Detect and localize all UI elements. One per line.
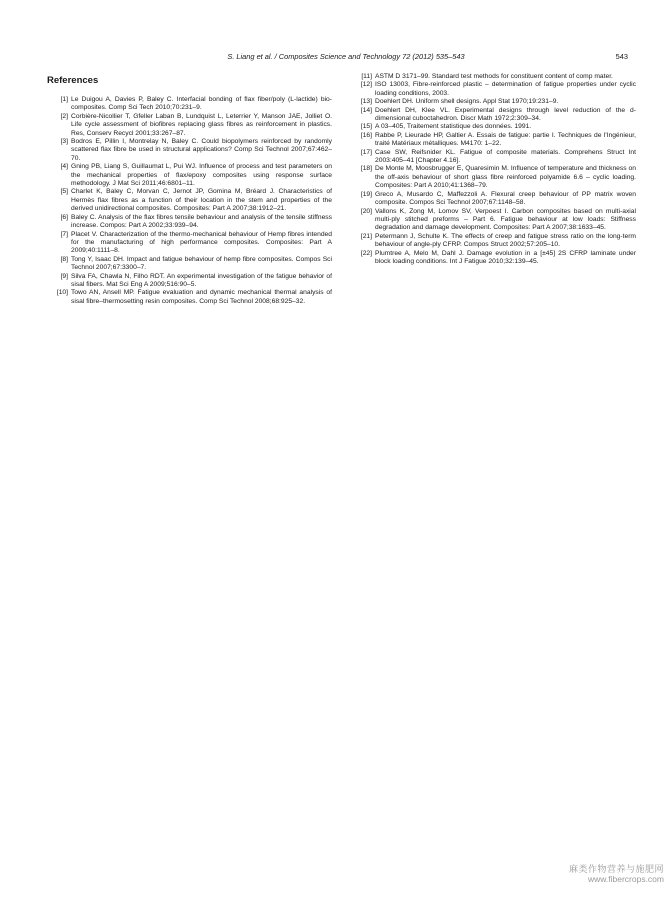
reference-item (351, 149, 636, 166)
reference-text: Case SW, Reifsnider KL. Fatigue of composite materials. Comprehens Struct Int 2003:405–41 [Chapter 4.16]. (375, 148, 636, 165)
reference-text: A 03–405, Traitement statistique des données. 1991. (375, 123, 532, 131)
watermark (524, 864, 664, 884)
reference-text: Placet V. Characterization of the thermo-mechanical behaviour of Hemp fibres intended for the manufacturing of high performance composites. Composites: Part A 2009;40:1111–8. (71, 230, 332, 255)
reference-number: [15] (360, 123, 372, 131)
reference-number: [2] (60, 112, 68, 120)
reference-text: Silva FA, Chawla N, Filho RDT. An experimental investigation of the fatigue behavior of sisal fibers. Mat Sci Eng A 2009;516:90–5. (71, 272, 332, 288)
watermark-url: www.fibercrops.com (587, 874, 664, 884)
reference-item (47, 113, 332, 138)
reference-number: [8] (60, 255, 68, 263)
reference-number: [10] (56, 289, 68, 297)
watermark-cn-text: 麻类作物营养与施肥网 (568, 864, 664, 874)
reference-number: [11] (361, 73, 372, 80)
reference-text: Doehlert DH, Klee VL. Experimental designs through level reduction of the d-dimensional cuboctahedron. Discr Math 1972;2:309–34. (375, 106, 636, 123)
reference-item (351, 98, 636, 106)
reference-text: ISO 13003, Fibre-reinforced plastic – determination of fatigue properties under cyclic loading conditions, 2003. (375, 81, 636, 97)
reference-text: Charlet K, Baley C, Morvan C, Jernot JP, Gomina M, Bréard J. Characteristics of Hermès flax fibres as a function of their location in the stem and properties of the derived unidirectional composites. Composites: Part A 2007;38:1912–21. (71, 188, 332, 213)
reference-text: Bodros E, Pillin I, Montrelay N, Baley C. Could biopolymers reinforced by randomly scattered flax fibre be used in structural applications? Comp Sci Technol 2007;67:462–70. (71, 138, 332, 162)
reference-item (351, 81, 636, 98)
reference-text: Vallons K, Zong M, Lomov SV, Verpoest I. Carbon composites based on multi-axial multi-ply stitched preforms – Part 6. Fatigue behaviour at low loads: Stiffness degradation and damage development. Composites: Part A 2007;38:1633–45. (375, 207, 636, 232)
running-head: S. Liang et al. / Composites Science and Technology 72 (2012) 535–543 (227, 52, 465, 61)
reference-item (351, 233, 636, 250)
references-heading: References (47, 75, 99, 86)
reference-number: [4] (60, 163, 68, 171)
reference-text: Le Duigou A, Davies P, Baley C. Interfacial bonding of flax fiber/poly (L-lactide) bio-composites. Comp Sci Tech 2010;70:231–9. (71, 96, 332, 112)
reference-text: Doehlert DH. Uniform shell designs. Appl Stat 1970;19:231–9. (375, 98, 559, 106)
reference-item (47, 256, 332, 273)
reference-number: [12] (360, 81, 372, 89)
reference-item (351, 191, 636, 208)
reference-item (47, 214, 332, 231)
reference-number: [13] (360, 98, 372, 106)
reference-item (47, 138, 332, 163)
reference-item (351, 132, 636, 149)
references-right-column (351, 73, 636, 266)
reference-item (351, 165, 636, 190)
reference-item (47, 188, 332, 213)
reference-text: Towo AN, Ansell MP. Fatigue evaluation and dynamic mechanical thermal analysis of sisal fibre–thermosetting resin composites. Comp Sci Technol 2008;68:925–32. (71, 289, 332, 305)
reference-text: Tong Y, Isaac DH. Impact and fatigue behaviour of hemp fibre composites. Compos Sci Technol 2007;67:3300–7. (71, 255, 332, 272)
reference-number: [21] (360, 232, 372, 240)
reference-number: [20] (360, 207, 372, 215)
reference-item (47, 163, 332, 188)
reference-number: [9] (60, 272, 68, 280)
reference-number: [1] (60, 96, 68, 103)
reference-number: [14] (360, 106, 372, 114)
reference-item (47, 231, 332, 256)
reference-number: [5] (60, 188, 68, 196)
references-left-column (47, 96, 332, 306)
reference-item (47, 289, 332, 306)
reference-text: De Monte M, Moosbrugger E, Quaresimin M. Influence of temperature and thickness on the off-axis behaviour of short glass fibre reinforced polyamide 6.6 – cyclic loading. Composites: Part A 2010;41:1368–79. (375, 165, 636, 190)
reference-number: [17] (360, 148, 372, 156)
reference-text: Gning PB, Liang S, Guillaumat L, Pui WJ. Influence of process and test parameters on the mechanical properties of flax/epoxy composites using response surface methodology. J Mat Sci 2011;46:6801–11. (71, 163, 332, 188)
reference-item (351, 250, 636, 267)
reference-item (47, 96, 332, 113)
reference-number: [3] (60, 138, 68, 146)
reference-text: Greco A, Musardo C, Maffezzoli A. Flexural creep behaviour of PP matrix woven composite. Compos Sci Technol 2007;67:1148–58. (375, 190, 636, 207)
page-header (0, 52, 672, 64)
reference-text: Petermann J, Schulte K. The effects of creep and fatigue stress ratio on the long-term behaviour of angle-ply CFRP. Compos Struct 2002;57:205–10. (375, 232, 636, 249)
reference-number: [22] (360, 249, 372, 257)
reference-number: [18] (360, 165, 372, 173)
reference-text: ASTM D 3171–99. Standard test methods for constituent content of comp mater. (375, 73, 613, 80)
reference-number: [7] (60, 230, 68, 238)
page-number: 543 (615, 52, 628, 61)
reference-number: [19] (360, 190, 372, 198)
reference-number: [6] (60, 213, 68, 221)
reference-item (351, 73, 636, 81)
reference-item (351, 123, 636, 131)
reference-text: Rabbe P, Lieurade HP, Galtier A. Essais de fatigue: partie I. Techniques de l'Ingénieur, traité Matériaux métalliques. M4170: 1–22. (375, 131, 636, 148)
reference-item (351, 107, 636, 124)
reference-number: [16] (360, 131, 372, 139)
reference-item (351, 208, 636, 233)
reference-text: Corbière-Nicollier T, Gfeller Laban B, Lundquist L, Leterrier Y, Manson JAE, Jolliet O. Life cycle assessment of biofibres replacing glass fibres as reinforcement in plastics. Res, Conserv Recycl 2001;33:267–87. (71, 112, 332, 137)
reference-item (47, 273, 332, 290)
reference-text: Baley C. Analysis of the flax fibres tensile behaviour and analysis of the tensile stiffness increase. Compos: Part A 2002;33:939–94. (71, 213, 332, 230)
reference-text: Plumtree A, Melo M, Dahl J. Damage evolution in a [±45] 2S CFRP laminate under block loading conditions. Int J Fatigue 2010;32:139–45. (375, 249, 636, 265)
